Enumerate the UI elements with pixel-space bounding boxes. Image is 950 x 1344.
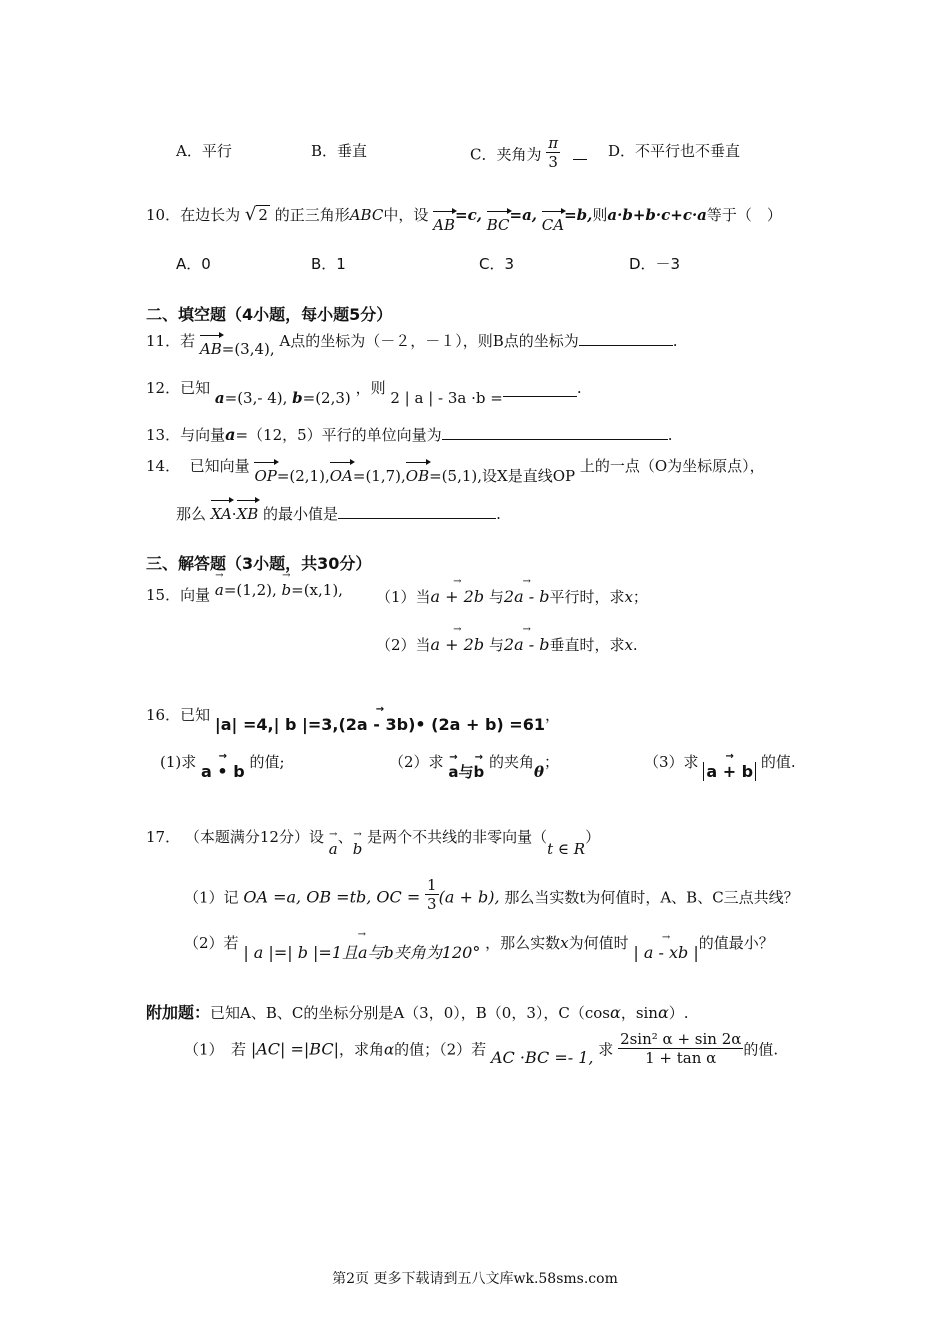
q15-p2-text: 垂直时，求 <box>549 636 625 654</box>
frac-num: 1 <box>427 876 437 894</box>
expr-abs-a-minus-xb: → | a - xb | <box>633 943 698 962</box>
q9-option-a: A．平行 <box>176 142 232 160</box>
bonus-p1-text2: 的值；（2）若 <box>394 1040 487 1059</box>
q16-p1-pre: (1)求 <box>160 753 197 771</box>
frac-num: π <box>548 134 559 152</box>
q11-end: . <box>672 332 678 350</box>
vector-ab: AB <box>433 216 455 234</box>
q17-p1-expr: OA =a, OB =tb, OC = <box>243 887 421 907</box>
bonus-p1-pre: （1） 若 <box>184 1040 247 1059</box>
question-15 <box>146 581 343 605</box>
q15-part-1 <box>376 586 648 607</box>
q14-end: . <box>496 505 501 523</box>
q15-with: 与 <box>488 588 504 606</box>
vector-a: → a <box>448 763 458 781</box>
oa-value: =(1,7), <box>352 467 406 485</box>
q9-option-c-label: C．夹角为 <box>470 145 542 164</box>
vector-xb: XB <box>236 505 259 523</box>
q16-part-3 <box>644 751 796 781</box>
q10-option-d: D．－3 <box>629 255 681 273</box>
q13-end: . <box>667 426 673 444</box>
a-value: =(1,2), <box>223 581 277 599</box>
expr-abs-ac-eq-bc: |AC| =|BC| <box>250 1039 339 1059</box>
hyphen-mark <box>573 159 587 160</box>
q9-option-b: B．垂直 <box>311 142 368 160</box>
q16-part-1 <box>160 751 285 781</box>
triangle-abc: ABC <box>349 206 384 224</box>
q9-option-c <box>470 134 587 171</box>
q16-part-2 <box>389 751 560 781</box>
pi-over-3 <box>546 134 560 171</box>
sqrt-sign: √ <box>244 204 257 225</box>
frac-den: 3 <box>548 153 558 171</box>
angle-theta: θ <box>534 763 545 781</box>
q10-option-b: B．1 <box>311 255 346 273</box>
q14-text1: 设X是直线OP <box>482 467 576 485</box>
vector-a: a <box>225 425 236 444</box>
bonus-parts <box>184 1030 779 1067</box>
q15-p2-pre: （2）当 <box>376 636 431 654</box>
question-12 <box>146 377 582 407</box>
vector-a: → a <box>329 840 338 858</box>
section-2-title: 二、填空题（4小题，每小题5分） <box>146 305 393 324</box>
frac-den: 3 <box>427 895 437 913</box>
b-value: =(2,3) <box>302 389 351 407</box>
vector-xa: XA <box>210 505 232 523</box>
vector-b: → b <box>282 581 292 599</box>
q13-pre: 与向量 <box>180 426 226 444</box>
q17-p2-condition: → | a |=| b |=1且a与b夹角为120° <box>243 940 480 963</box>
dot-operator: · <box>231 505 237 523</box>
bonus-p2-pre: 求 <box>598 1040 614 1059</box>
vector-a: → a <box>215 581 224 599</box>
q10-text2: 的正三角形 <box>274 206 350 224</box>
q15-p1-text: 平行时，求 <box>549 588 625 606</box>
b-value: =(x,1), <box>291 581 343 599</box>
vector-b: → b <box>353 840 363 858</box>
q17-p2-text: ，那么实数 <box>485 934 561 952</box>
a-value: =(3,- 4), <box>224 389 288 407</box>
expr-a-plus-2b: → a + 2b <box>431 635 485 654</box>
bonus-label: 附加题： <box>146 1003 211 1022</box>
q15-with: 与 <box>488 636 504 654</box>
q14-text2: 上的一点（O为坐标原点）， <box>579 457 765 475</box>
q13-number: 13． <box>146 426 181 444</box>
bonus-end: ）. <box>668 1004 689 1022</box>
q13-text: =（12，5）平行的单位向量为 <box>235 426 442 444</box>
alpha-symbol: α <box>657 1003 669 1022</box>
expr-ac-dot-bc: AC ·BC =- 1, <box>490 1047 594 1067</box>
q15-p2-end: . <box>632 636 638 654</box>
q16-p3-text: 的值. <box>760 753 796 771</box>
q10-end: 等于（ ） <box>706 206 782 224</box>
q15-pre: 向量 <box>180 586 211 604</box>
q16-p2-pre: （2）求 <box>389 753 444 771</box>
answer-blank <box>503 396 577 397</box>
q11-pre: 若 <box>180 332 196 350</box>
q15-number: 15． <box>146 586 181 604</box>
q16-pre: 已知 <box>180 706 211 724</box>
alpha-symbol: α <box>610 1003 621 1022</box>
question-14 <box>146 455 765 485</box>
question-16 <box>146 704 560 734</box>
q17-end: ） <box>585 828 601 846</box>
bonus-p2-end: 的值. <box>743 1040 779 1059</box>
eq-b: =b, <box>564 206 593 224</box>
vector-ob: OB <box>405 467 430 485</box>
q14-number: 14． <box>146 457 181 475</box>
expr-abs-a-plus-b: → a + b <box>703 762 756 781</box>
bonus-sin: ，sin <box>620 1004 658 1022</box>
variable-x: x <box>624 588 633 606</box>
vector-ab: AB <box>199 340 222 358</box>
expr-a-plus-2b: → a + 2b <box>431 587 485 606</box>
q10-option-a: A．0 <box>176 255 211 273</box>
q16-number: 16． <box>146 706 181 724</box>
q14-line2-pre: 那么 <box>176 505 207 523</box>
q16-p3-pre: （3）求 <box>644 753 699 771</box>
ob-value: =(5,1), <box>429 467 483 485</box>
q12-number: 12． <box>146 379 181 397</box>
answer-blank <box>338 518 496 519</box>
q12-mid: ，则 <box>355 379 386 397</box>
t-in-r: t ∈ R <box>547 840 586 858</box>
q15-p1-end: ； <box>632 588 648 606</box>
page-footer: 第2页 更多下载请到五八文库wk.58sms.com <box>332 1271 618 1287</box>
variable-x: x <box>624 636 633 654</box>
q15-p1-pre: （1）当 <box>376 588 431 606</box>
bonus-fraction <box>618 1030 743 1067</box>
q15-part-2 <box>376 634 638 655</box>
vector-a: a <box>214 389 225 407</box>
bonus-text: 已知A、B、C的坐标分别是A（3，0），B（0，3），C（cos <box>210 1004 610 1022</box>
q11-text: A点的坐标为（－２，－１），则B点的坐标为 <box>279 332 579 350</box>
expr-2a-minus-b: → 2a - b <box>504 587 550 606</box>
sqrt-value: 2 <box>258 206 268 224</box>
q10-expr: a·b+b·c+c·a <box>607 206 707 224</box>
q17-p1-expr2: (a + b), <box>438 887 500 907</box>
vector-b: b <box>292 389 303 407</box>
q17-text: 是两个不共线的非零向量（ <box>367 828 548 846</box>
q10-text1: 在边长为 <box>180 206 241 224</box>
alpha-symbol: α <box>384 1040 395 1059</box>
vector-oa: OA <box>329 467 353 485</box>
vector-b: → b <box>473 763 484 781</box>
with-word: 与 <box>458 763 474 781</box>
q17-part-1 <box>184 876 799 913</box>
q16-p2-text: 的夹角 <box>489 753 535 771</box>
op-value: =(2,1), <box>276 467 330 485</box>
answer-blank <box>442 439 668 440</box>
q10-option-c: C．3 <box>479 255 515 273</box>
question-11 <box>146 330 678 358</box>
q14-pre: 已知向量 <box>189 457 250 475</box>
q12-pre: 已知 <box>180 379 211 397</box>
eq-c: =c, <box>455 206 482 224</box>
expr-a-dot-b: → a • b <box>201 762 245 781</box>
vector-bc: BC <box>486 216 510 234</box>
vector-op: OP <box>254 467 277 485</box>
eq-a: =a, <box>509 206 538 224</box>
question-17 <box>146 826 601 858</box>
variable-x: x <box>560 934 569 952</box>
q10-then: 则 <box>592 206 608 224</box>
q17-p2-pre: （2）若 <box>184 934 239 952</box>
expr-2a-minus-b: → 2a - b <box>504 635 550 654</box>
q9-option-d: D．不平行也不垂直 <box>608 142 741 160</box>
q17-p2-end: 的值最小？ <box>698 934 774 952</box>
q16-condition: → |a| =4,| b |=3,(2a - 3b)• (2a + b) =61 <box>215 715 545 734</box>
frac-den: 1 + tan α <box>645 1049 717 1067</box>
q12-expr: 2 | a | - 3a ·b = <box>390 389 503 407</box>
q17-part-2 <box>184 930 774 962</box>
q12-end: . <box>576 379 582 397</box>
q10-number: 10． <box>146 206 181 224</box>
section-3-title: 三、解答题（3小题，共30分） <box>146 554 372 573</box>
one-third <box>425 876 439 913</box>
q17-p1-text: 那么当实数t为何值时，A、B、C三点共线？ <box>504 888 799 907</box>
q17-pre: （本题满分12分）设 <box>184 828 324 846</box>
q16-end: ， <box>544 706 560 724</box>
frac-num: 2sin² α + sin 2α <box>620 1030 742 1048</box>
q11-eq: =(3,4), <box>221 340 275 358</box>
bonus-p1-text: ，求角 <box>338 1040 384 1059</box>
question-14-line2 <box>176 503 501 524</box>
question-13 <box>146 424 672 445</box>
answer-blank <box>579 345 673 346</box>
q16-p2-end: ； <box>544 753 560 771</box>
q14-line2-text: 的最小值是 <box>263 505 339 523</box>
separator: 、 <box>337 828 353 846</box>
q17-p2-text2: 为何值时 <box>568 934 629 952</box>
question-10 <box>146 204 782 234</box>
q11-number: 11． <box>146 332 181 350</box>
q17-number: 17． <box>146 828 181 846</box>
q10-text3: 中，设 <box>383 206 429 224</box>
vector-ca: CA <box>541 216 565 234</box>
bonus-question <box>146 1000 689 1023</box>
q17-p1-pre: （1）记 <box>184 888 239 907</box>
q16-p1-text: 的值; <box>249 753 285 771</box>
